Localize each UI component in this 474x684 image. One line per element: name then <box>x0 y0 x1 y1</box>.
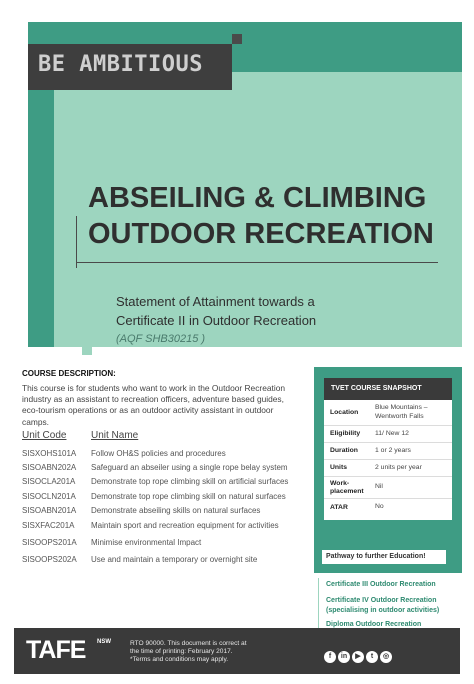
table-row <box>22 504 314 518</box>
social-links <box>324 651 392 663</box>
unit-name: Safeguard an abseiler using a single rope belay system <box>91 463 288 473</box>
list-item: Certificate III Outdoor Recreation <box>326 581 436 588</box>
footer-note-line-2: the time of printing: February 2017. <box>130 648 233 655</box>
nsw-logo-text: NSW <box>97 639 111 645</box>
snapshot-label: ATAR <box>330 503 348 511</box>
snapshot-value: 1 or 2 years <box>375 446 411 454</box>
snapshot-row <box>324 443 452 460</box>
unit-code: SISOOPS201A <box>22 538 77 548</box>
table-row <box>22 553 314 567</box>
unit-code: SISOOPS202A <box>22 555 77 565</box>
snapshot-value: No <box>375 503 384 511</box>
subtitle <box>116 292 446 349</box>
description-heading: COURSE DESCRIPTION: <box>22 369 116 378</box>
twitter-icon[interactable]: t <box>366 651 378 663</box>
list-item: Certificate IV Outdoor Recreation (specialising in outdoor activities) <box>326 597 440 614</box>
snapshot-label: Duration <box>330 447 358 454</box>
description-text: This course is for students who want to work in the Outdoor Recreation industry as an assistant to recreation officers, adventure based guides, eco-tourism operations or as an outdoor activity assistant in outdoor camps. <box>22 383 286 427</box>
title-line-1: ABSEILING & CLIMBING <box>88 182 427 214</box>
footer-note <box>130 640 310 664</box>
snapshot-row <box>324 499 452 516</box>
snapshot-row <box>324 477 452 499</box>
unit-code-header: Unit Code <box>22 430 67 441</box>
decorative-square <box>232 34 242 44</box>
tafe-logo: TAFE <box>26 636 86 664</box>
table-row <box>22 518 314 532</box>
snapshot-title: TVET COURSE SNAPSHOT <box>324 378 452 400</box>
table-row <box>22 489 314 503</box>
snapshot-value: Blue Mountains – Wentworth Falls <box>375 404 428 420</box>
unit-name: Demonstrate abseiling skills on natural surfaces <box>91 506 261 516</box>
units-table <box>22 430 314 567</box>
unit-code: SISXOHS101A <box>22 448 77 458</box>
snapshot-label: Work-placement <box>330 479 364 495</box>
unit-name: Maintain sport and recreation equipment for activities <box>91 520 279 530</box>
decorative-square-small <box>82 345 92 355</box>
title-line-2: OUTDOOR RECREATION <box>88 218 434 250</box>
facebook-icon[interactable]: f <box>324 651 336 663</box>
unit-code: SISOABN201A <box>22 506 77 516</box>
snapshot-row <box>324 400 452 426</box>
footer-note-line-3: *Terms and conditions may apply. <box>130 656 229 663</box>
title-rule-vertical <box>76 216 77 268</box>
subtitle-line-1: Statement of Attainment towards a <box>116 294 315 309</box>
pathway-heading: Pathway to further Education! <box>322 550 446 564</box>
snapshot-row <box>324 460 452 477</box>
pathway-divider <box>318 578 319 628</box>
snapshot-value: 11/ New 12 <box>375 429 409 437</box>
unit-name: Use and maintain a temporary or overnight site <box>91 555 258 565</box>
snapshot-value: Nil <box>375 483 383 491</box>
unit-code: SISXFAC201A <box>22 520 75 530</box>
units-header-row <box>22 430 314 446</box>
unit-name: Minimise environmental Impact <box>91 538 202 548</box>
table-row <box>22 535 314 549</box>
unit-code: SISOCLA201A <box>22 477 76 487</box>
qualification-code: (AQF SHB30215 ) <box>116 333 206 345</box>
footer-note-line-1: RTO 90000. This document is correct at <box>130 640 247 647</box>
page-title <box>88 180 458 252</box>
snapshot-table <box>324 400 452 516</box>
unit-name-header: Unit Name <box>91 430 139 441</box>
table-row <box>22 475 314 489</box>
snapshot-row <box>324 426 452 443</box>
unit-name: Follow OH&S policies and procedures <box>91 448 226 458</box>
title-rule-horizontal <box>76 262 438 263</box>
instagram-icon[interactable]: ◎ <box>380 651 392 663</box>
unit-code: SISOABN202A <box>22 463 77 473</box>
unit-code: SISOCLN201A <box>22 491 76 501</box>
table-row <box>22 446 314 460</box>
snapshot-label: Location <box>330 408 359 416</box>
linkedin-icon[interactable]: in <box>338 651 350 663</box>
unit-name: Demonstrate top rope climbing skill on artificial surfaces <box>91 477 289 487</box>
list-item: Diploma Outdoor Recreation <box>326 621 422 628</box>
youtube-icon[interactable]: ▶ <box>352 651 364 663</box>
snapshot-label: Units <box>330 464 347 471</box>
tagline: BE AMBITIOUS <box>38 52 203 77</box>
table-row <box>22 460 314 474</box>
snapshot-label: Eligibility <box>330 430 361 437</box>
subtitle-line-2: Certificate II in Outdoor Recreation <box>116 313 317 328</box>
unit-name: Demonstrate top rope climbing skill on natural surfaces <box>91 491 286 501</box>
snapshot-value: 2 units per year <box>375 463 422 471</box>
